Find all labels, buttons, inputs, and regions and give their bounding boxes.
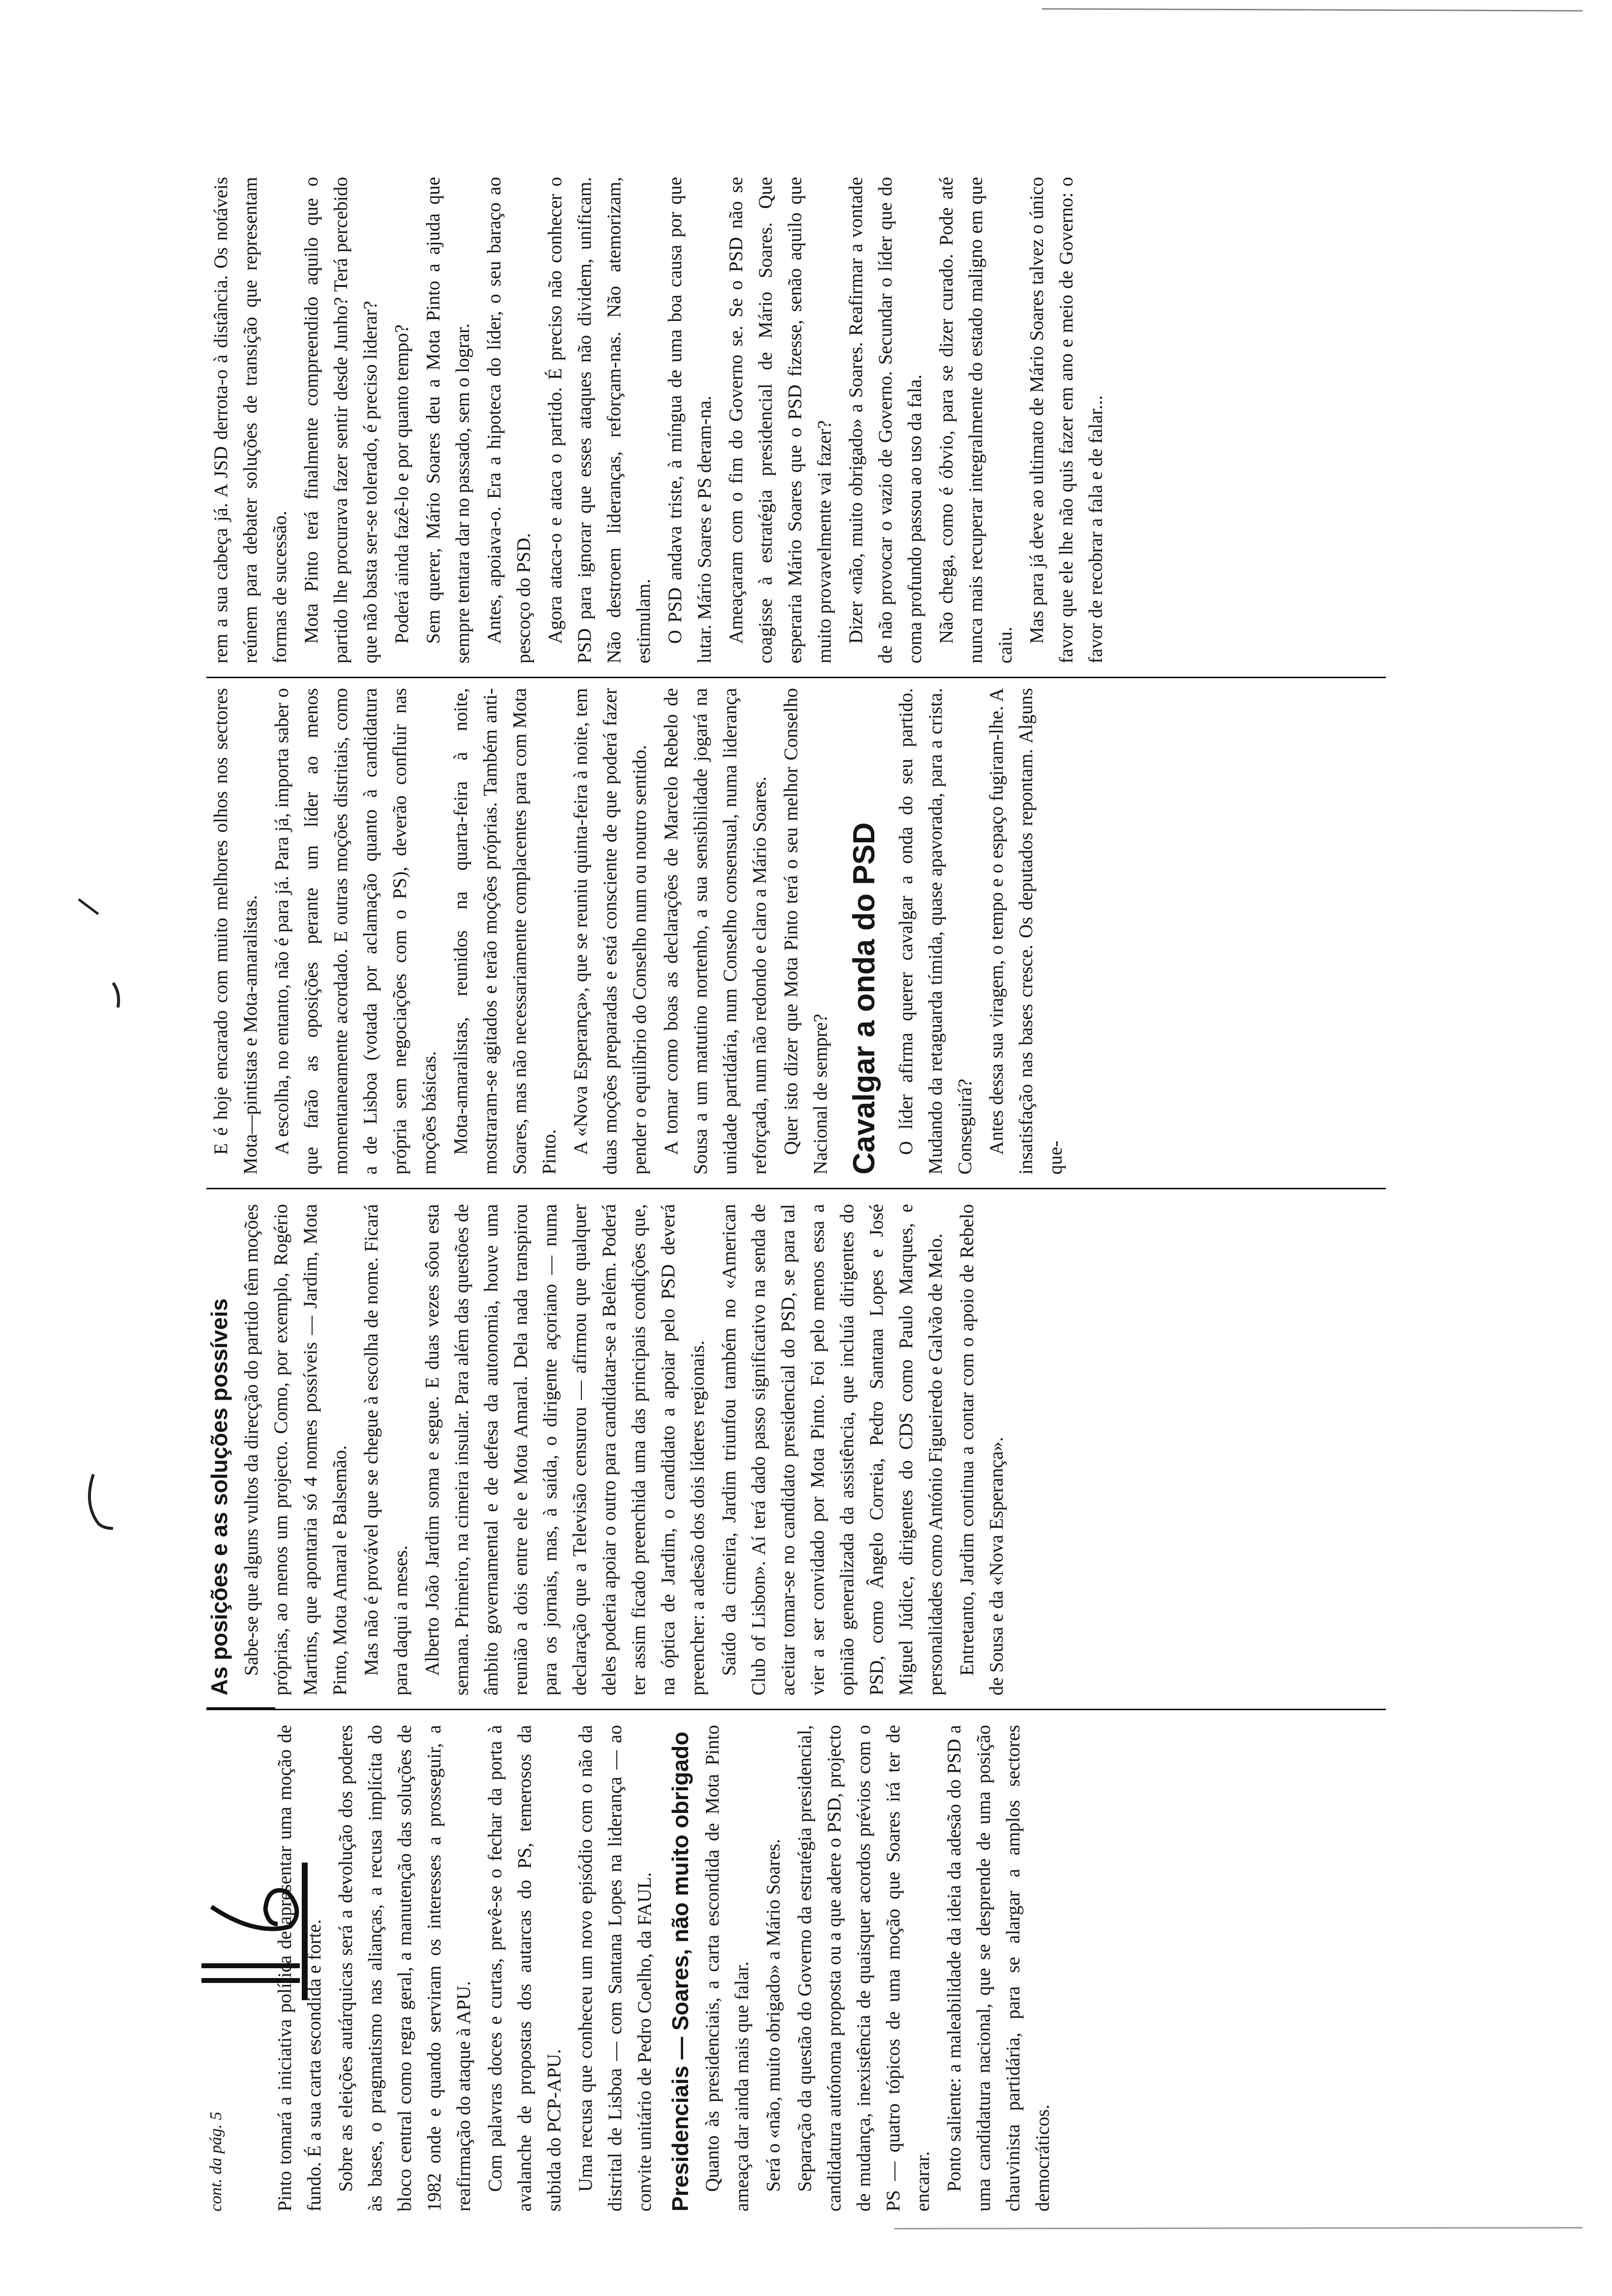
paragraph: Ameaçaram com o fim do Governo se. Se o PSD não se coagisse à estratégia presidencial de Mário Soares. Que esperaria Mário Soares que o PSD fizesse, senão aquilo que muito provavelmente vai fazer? xyxy=(725,177,835,663)
scan-mark xyxy=(74,1464,133,1543)
paragraph: Quanto às presidenciais, a carta escondida de Mota Pinto ameaça dar ainda mais que falar. xyxy=(702,1725,752,2211)
continued-from-label: cont. da pág. 5 xyxy=(207,2111,225,2211)
scan-mark xyxy=(74,894,133,1012)
section-heading: Presidenciais — Soares, não muito obrigado xyxy=(667,1731,693,2211)
paragraph: Separação da questão do Governo da estratégia presidencial, candidatura autónoma proposta ou a que adere o PSD, projecto de mudança, inexistência de quaisquer acordos prévios com o PS — quatro tópicos de uma moção que Soares irá ter de encarar. xyxy=(794,1725,933,2211)
column-rule xyxy=(206,677,1386,678)
paragraph: Dizer «não, muito obrigado» a Soares. Reafirmar a vontade de não provocar o vazio de Governo. Secundar o líder que do coma profundo passou ao uso da fala. xyxy=(845,177,925,663)
paragraph: Sabe-se que alguns vultos da direcção do partido têm moções próprias, ao menos um projecto. Como, por exemplo, Rogério Martins, que apontaria só 4 nomes possíveis — Jardim, Mota Pinto, Mota Amaral e Balsemão. xyxy=(241,1204,350,1695)
paragraph: Uma recusa que conheceu um novo episódio com o não da distrital de Lisboa — com Santana Lopes na liderança — ao convite unitário de Pedro Coelho, da FAUL. xyxy=(575,1725,655,2211)
column-rule xyxy=(206,1707,275,1710)
paragraph: Mas não é provável que se chegue à escolha de nome. Ficará para daqui a meses. xyxy=(361,1204,411,1695)
paragraph: Mas para já deve ao ultimato de Mário Soares talvez o único favor que ele lhe não quis fazer em ano e meio de Governo: o favor de recobrar a fala e de falar... xyxy=(1026,177,1106,663)
paragraph: A tomar como boas as declarações de Marcelo Rebelo de Sousa a um matutino nortenho, a sua sensibilidade jogará na unidade partidária, num Conselho consensual, numa liderança reforçada, num não redondo e claro a Mário Soares. xyxy=(661,688,770,1175)
paragraph: Sobre as eleições autárquicas será a devolução dos poderes às bases, o pragmatismo nas alianças, a recusa implícita do bloco central como regra geral, a manutenção das soluções de 1982 onde e quando serviram os interesses a prosseguir, a reafirmação do ataque à APU. xyxy=(335,1725,474,2211)
column-2 xyxy=(206,1204,1396,1695)
paragraph: Pinto tomará a iniciativa política de apresentar uma moção de fundo. É a sua carta escondida e forte. xyxy=(274,1725,325,2211)
paragraph: A «Nova Esperança», que se reuniu quinta-feira à noite, tem duas moções preparadas e está consciente de que poderá fazer pender o equilíbrio do Conselho num ou noutro sentido. xyxy=(570,688,650,1175)
paragraph: Sem querer, Mário Soares deu a Mota Pinto a ajuda que sempre tentara dar no passado, sem o lograr. xyxy=(423,177,473,663)
column-4 xyxy=(206,177,1396,663)
section-heading: Cavalgar a onda do PSD xyxy=(847,822,881,1175)
paragraph: Alberto João Jardim soma e segue. E duas vezes sôou esta semana. Primeiro, na cimeira insular. Para além das questões de âmbito governamental e de defesa da autonomia, houve uma reunião a dois entre ele e Mota Amaral. Dela nada transpirou para os jornais, mas, à saída, o dirigente açoriano — numa declaração que a Televisão censurou — afirmou que qualquer deles poderia apoiar o outro para candidatar-se a Belém. Poderá ter assim ficado preenchida uma das principais condições que, na óptica de Jardim, o candidato a apoiar pelo PSD deverá preencher: a adesão dos dois líderes regionais. xyxy=(422,1204,708,1695)
paragraph: Com palavras doces e curtas, prevê-se o fechar da porta à avalanche de propostas dos autarcas do PS, temerosos da subida do PCP-APU. xyxy=(485,1725,565,2211)
paragraph: Não chega, como é óbvio, para se dizer curado. Pode até nunca mais recuperar integralmente do estado maligno em que caiu. xyxy=(936,177,1016,663)
column-1 xyxy=(206,1725,1396,2211)
column-rule xyxy=(206,1709,1386,1710)
paragraph: A escolha, no entanto, não é para já. Para já, importa saber o que farão as oposições perante um líder ao menos momentaneamente acordado. E outras moções distritais, como a de Lisboa (votada por aclamação quanto à candidatura própria sem negociações com o PS), deverão confluir nas moções básicas. xyxy=(271,688,440,1175)
article xyxy=(187,167,1406,2221)
scan-mark xyxy=(894,2224,1583,2234)
paragraph: E é hoje encarado com muito melhores olhos nos sectores Mota—pintistas e Mota-amaralistas. xyxy=(210,688,261,1175)
paragraph: O líder afirma querer cavalgar a onda do seu partido. Mudando da retaguarda tímida, quase apavorada, para a crista. Conseguirá? xyxy=(895,688,976,1175)
scan-mark xyxy=(1042,5,1583,15)
paragraph: rem a sua cabeça já. A JSD derrota-o à distância. Os notáveis reúnem para debater soluções de transição que representam formas de sucessão. xyxy=(210,177,290,663)
paragraph: Quer isto dizer que Mota Pinto terá o seu melhor Conselho Nacional de sempre? xyxy=(780,688,831,1175)
paragraph: Ponto saliente: a maleabilidade da ideia da adesão do PSD a uma candidatura nacional, que se desprende de uma posição chauvinista partidária, para se alargar a amplos sectores democráticos. xyxy=(944,1725,1053,2211)
paragraph: O PSD andava triste, à míngua de uma boa causa por que lutar. Mário Soares e PS deram-na. xyxy=(664,177,715,663)
column-rule xyxy=(206,1188,1386,1189)
column-3 xyxy=(206,688,1396,1175)
paragraph: Antes, apoiava-o. Era a hipoteca do líder, o seu baraço ao pescoço do PSD. xyxy=(484,177,534,663)
paragraph: Mota-amaralistas, reunidos na quarta-feira à noite, mostraram-se agitados e terão moções próprias. Também anti-Soares, mas não necessariamente complacentes para com Mota Pinto. xyxy=(450,688,560,1175)
paragraph: Mota Pinto terá finalmente compreendido aquilo que o partido lhe procurava fazer sentir desde Junho? Terá percebido que não basta ser-se tolerado, é preciso liderar? xyxy=(301,177,381,663)
paragraph: Agora ataca-o e ataca o partido. É preciso não conhecer o PSD para ignorar que esses ataques não dividem, unificam. Não destroem lideranças, reforçam-nas. Não atemorizam, estimulam. xyxy=(545,177,654,663)
section-heading: As posições e as soluções possíveis xyxy=(206,1298,232,1695)
paragraph: Antes dessa sua viragem, o tempo e o espaço fugiram-lhe. A insatisfação nas bases cresce. Os deputados repontam. Alguns que- xyxy=(986,688,1066,1175)
paragraph: Poderá ainda fazê-lo e por quanto tempo? xyxy=(391,324,412,644)
paragraph: Saído da cimeira, Jardim triunfou também no «American Club of Lisbon». Aí terá dado passo significativo na senda de aceitar tomar-se no candidato presidencial do PSD, se para tal vier a ser convidado por Mota Pinto. Foi pelo menos essa a opinião generalizada da assistência, que incluía dirigentes do PSD, como Ângelo Correia, Pedro Santana Lopes e José Miguel Júdice, dirigentes do CDS como Paulo Marques, e personalidades como António Figueiredo e Galvão de Melo. xyxy=(719,1204,946,1695)
paragraph: Será o «não, muito obrigado» a Mário Soares. xyxy=(763,1838,784,2192)
paragraph: Entretanto, Jardim continua a contar com o apoio de Rebelo de Sousa e da «Nova Esperança». xyxy=(956,1204,1007,1695)
